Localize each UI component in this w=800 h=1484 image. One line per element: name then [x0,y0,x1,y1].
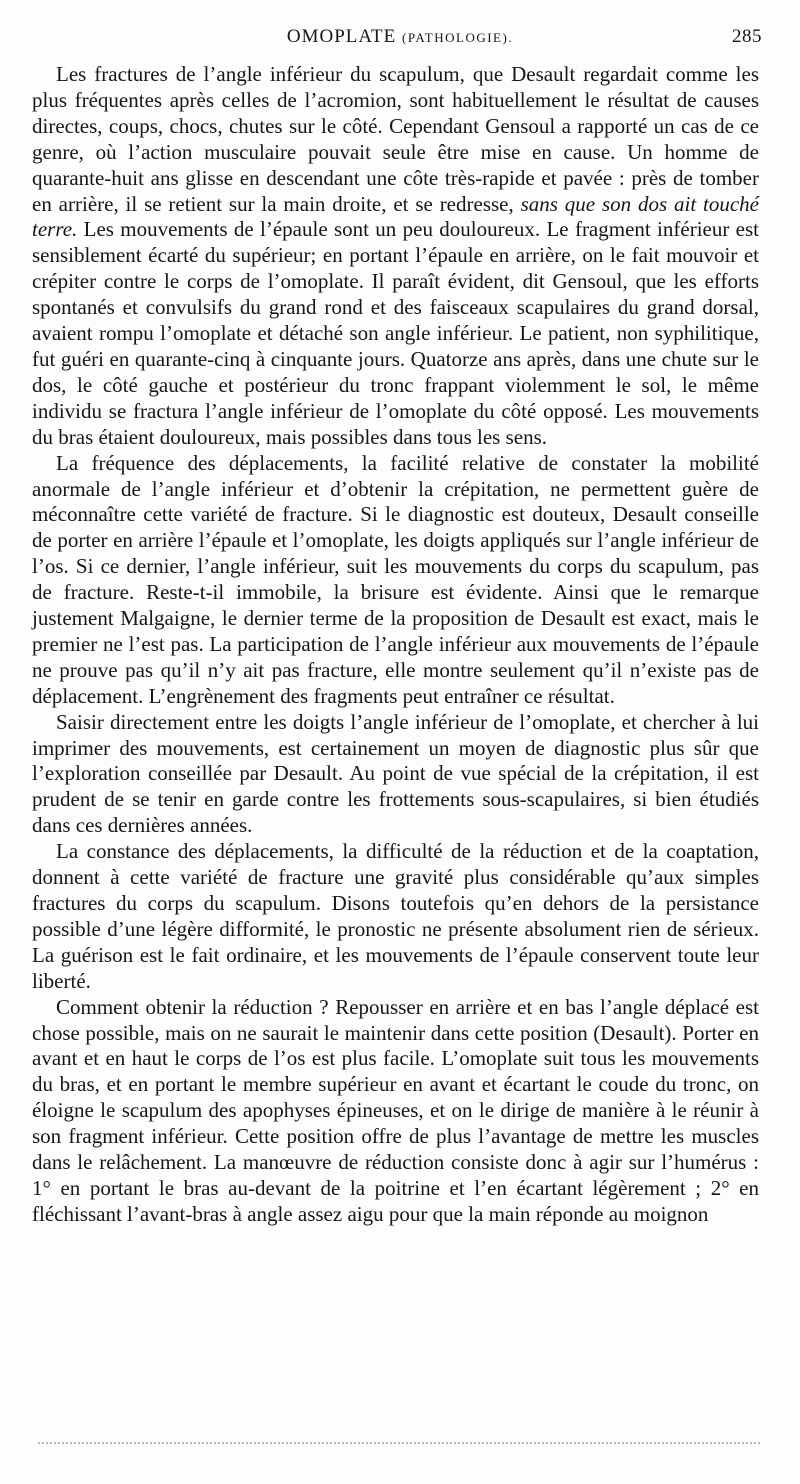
footer-rule [38,1442,760,1444]
running-header [30,26,770,56]
paragraph-text: Les fractures de l’angle inférieur du scapulum, que Desault regardait comme les plus fréquentes après celles de l’acromion, sont habituellement le résultat de causes directes, coups, chocs, chutes sur le côté. Cependant Gensoul a rapporté un cas de ce genre, où l’action musculaire pouvait seule être mise en cause. Un homme de quarante-huit ans glisse en descendant une côte très-rapide et pavée : près de tomber en arrière, il se retient sur la main droite, et se redresse, [32,62,759,216]
page-number: 285 [732,26,762,47]
running-title-main: OMOPLATE [286,26,402,47]
running-title [30,26,770,48]
paragraph [32,62,759,451]
italic-phrase: sans que son dos ait touché terre. [32,191,760,242]
running-title-subtitle: (PATHOLOGIE). [401,30,514,45]
paragraph: La constance des déplacements, la difficulté de la réduction et de la coaptation, donnent à cette variété de fracture une gravité plus considérable qu’aux simples fractures du corps du scapulum. Disons toutefois qu’en dehors de la persistance possible d’une légère difformité, le pronostic ne présente absolument rien de sérieux. La guérison est le fait ordinaire, et les mouvements de l’épaule conservent toute leur liberté. [32,839,759,993]
paragraph-text: Les mouvements de l’épaule sont un peu douloureux. Le fragment inférieur est sensiblement écarté du supérieur; en portant l’épaule en arrière, on le fait mouvoir et crépiter contre le corps de l’omoplate. Il paraît évident, dit Gensoul, que les efforts spontanés et convulsifs du grand rond et des faisceaux scapulaires du grand dorsal, avaient rompu l’omoplate et détaché son angle inférieur. Le patient, non syphilitique, fut guéri en quarante-cinq à cinquante jours. Quatorze ans après, dans une chute sur le dos, le côté gauche et postérieur du tronc frappant violemment le sol, le même individu se fractura l’angle inférieur de l’omoplate du côté opposé. Les mouvements du bras étaient douloureux, mais possibles dans tous les sens. [32,217,759,449]
paragraph: La fréquence des déplacements, la facilité relative de constater la mobilité anormale de l’angle inférieur et d’obtenir la crépitation, ne permettent guère de méconnaître cette variété de fracture. Si le diagnostic est douteux, Desault conseille de porter en arrière l’épaule et l’omoplate, les doigts appliqués sur l’angle inférieur de l’os. Si ce dernier, l’angle inférieur, suit les mouvements du corps du scapulum, pas de fracture. Reste-t-il immobile, la brisure est évidente. Ainsi que le remarque justement Malgaigne, le dernier terme de la proposition de Desault est exact, mais le premier ne l’est pas. La participation de l’angle inférieur aux mouvements de l’épaule ne prouve pas qu’il n’y ait pas fracture, elle montre seulement qu’il n’existe pas de déplacement. L’engrènement des fragments peut entraîner ce résultat. [32,450,759,708]
paragraph: Comment obtenir la réduction ? Repousser en arrière et en bas l’angle déplacé est chose possible, mais on ne saurait le maintenir dans cette position (Desault). Porter en avant et en haut le corps de l’os est plus facile. L’omoplate suit tous les mouvements du bras, et en portant le membre supérieur en avant et écartant le coude du tronc, on éloigne le scapulum des apophyses épineuses, et on le dirige de manière à le réunir à son fragment inférieur. Cette position offre de plus l’avantage de mettre les muscles dans le relâchement. La manœuvre de réduction consiste donc à agir sur l’humérus : 1° en portant le bras au-devant de la poitrine et l’en écartant légèrement ; 2° en fléchissant l’avant-bras à angle assez aigu pour que la main réponde au moignon [32,994,759,1226]
paragraph: Saisir directement entre les doigts l’angle inférieur de l’omoplate, et chercher à lui imprimer des mouvements, est certainement un moyen de diagnostic plus sûr que l’exploration conseillée par Desault. Au point de vue spécial de la crépitation, il est prudent de se tenir en garde contre les frottements sous-scapulaires, si bien étudiés dans ces dernières années. [32,709,759,838]
body-text [32,62,759,1228]
